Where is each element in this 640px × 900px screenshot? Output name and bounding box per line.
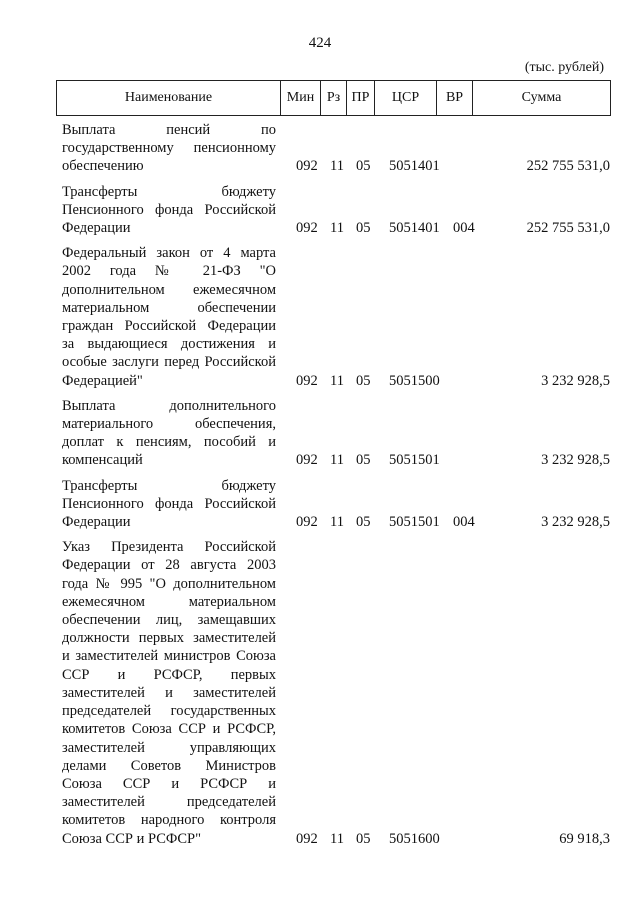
page-number: 424 [308, 35, 332, 51]
row-csr: 5051600 [389, 830, 440, 847]
table-row [62, 538, 610, 847]
row-csr: 5051501 [389, 514, 440, 531]
row-csr: 5051401 [389, 220, 440, 237]
table-row [62, 244, 610, 390]
row-sum: 3 232 928,5 [541, 514, 610, 531]
row-csr: 5051501 [389, 452, 440, 469]
column-header-name: Наименование [57, 81, 281, 116]
row-min: 092 [296, 514, 318, 531]
row-name: Трансферты бюджету Пенсионного фонда Российской Федерации [62, 477, 276, 531]
row-csr: 5051401 [389, 158, 440, 175]
row-rz: 11 [330, 452, 344, 469]
column-header-rz: Рз [321, 81, 347, 116]
table-body [62, 121, 610, 855]
row-pr: 05 [356, 452, 371, 469]
table-header [56, 80, 611, 116]
row-sum: 69 918,3 [559, 830, 610, 847]
column-header-pr: ПР [347, 81, 375, 116]
row-rz: 11 [330, 830, 344, 847]
units-label: (тыс. рублей) [524, 60, 604, 75]
row-sum: 3 232 928,5 [541, 452, 610, 469]
row-min: 092 [296, 452, 318, 469]
row-pr: 05 [356, 830, 371, 847]
row-rz: 11 [330, 372, 344, 389]
row-vr: 004 [453, 514, 475, 531]
row-rz: 11 [330, 158, 344, 175]
row-name: Федеральный закон от 4 марта 2002 года № 21-ФЗ "О дополнительном ежемесячном материальном обеспечении граждан Российской Федерации за выдающиеся достижения и особые заслуги перед Российской Федерацией" [62, 245, 276, 389]
column-header-sum: Сумма [473, 81, 611, 116]
row-pr: 05 [356, 220, 371, 237]
row-sum: 3 232 928,5 [541, 372, 610, 389]
row-pr: 05 [356, 514, 371, 531]
row-rz: 11 [330, 220, 344, 237]
table-row [62, 183, 610, 238]
table-row [62, 121, 610, 176]
row-min: 092 [296, 158, 318, 175]
row-vr: 004 [453, 220, 475, 237]
row-name: Трансферты бюджету Пенсионного фонда Российской Федерации [62, 183, 276, 237]
row-name: Выплата дополнительного материального обеспечения, доплат к пенсиям, пособий и компенсаций [62, 397, 276, 469]
row-pr: 05 [356, 158, 371, 175]
table-row [62, 477, 610, 532]
row-name: Выплата пенсий по государственному пенсионному обеспечению [62, 122, 276, 175]
row-csr: 5051500 [389, 372, 440, 389]
row-pr: 05 [356, 372, 371, 389]
row-min: 092 [296, 220, 318, 237]
column-header-csr: ЦСР [375, 81, 437, 116]
row-sum: 252 755 531,0 [526, 158, 610, 175]
column-header-min: Мин [281, 81, 321, 116]
row-min: 092 [296, 830, 318, 847]
row-min: 092 [296, 372, 318, 389]
row-sum: 252 755 531,0 [526, 220, 610, 237]
row-rz: 11 [330, 514, 344, 531]
table-row [62, 397, 610, 470]
column-header-vr: ВР [437, 81, 473, 116]
row-name: Указ Президента Российской Федерации от 28 августа 2003 года № 995 "О дополнительном ежемесячном материальном обеспечении лиц, замещавших должности первых заместителей и заместителей министров Союза ССР и РСФСР, первых заместителей и заместителей председателей государственных комитетов Союза ССР и РСФСР, заместителей управляющих делами Советов Министров Союза ССР и РСФСР и заместителей председателей комитетов народного контроля Союза ССР и РСФСР" [62, 539, 276, 847]
